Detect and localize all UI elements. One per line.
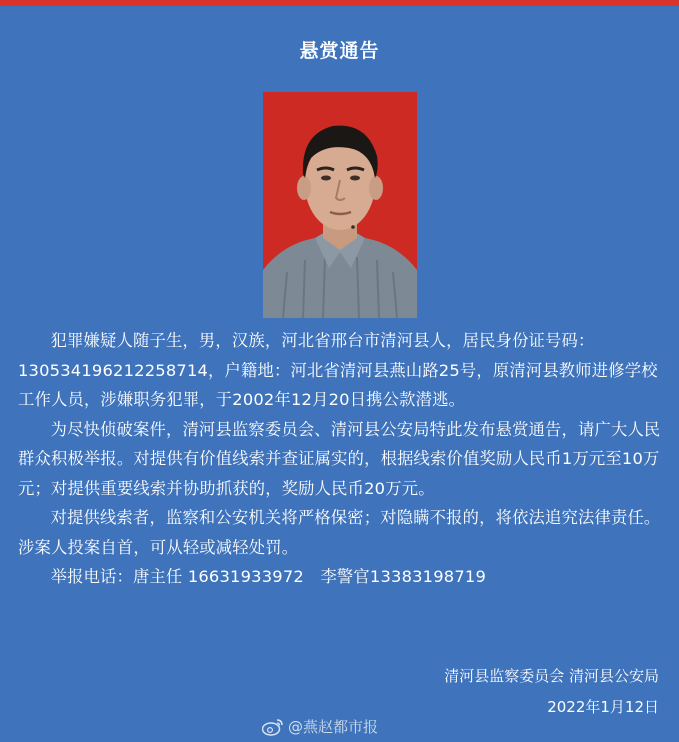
- suspect-photo: [263, 92, 417, 318]
- confidentiality-paragraph: 对提供线索者，监察和公安机关将严格保密；对隐瞒不报的，将依法追究法律责任。涉案人投案自首，可从轻或减轻处罚。: [18, 508, 661, 557]
- reward-paragraph: 为尽快侦破案件，清河县监察委员会、清河县公安局特此发布悬赏通告，请广大人民群众积极举报。对提供有价值线索并查证属实的，根据线索价值奖励人民币1万元至10万元；对提供重要线索并协助抓获的，奖励人民币20万元。: [18, 419, 661, 498]
- source-watermark: [262, 716, 378, 737]
- issuing-authorities: 清河县监察委员会 清河县公安局: [444, 667, 659, 685]
- notice-date: 2022年1月12日: [547, 698, 659, 716]
- notice-body: [18, 326, 663, 592]
- suspect-description-paragraph: 犯罪嫌疑人随子生，男，汉族，河北省邢台市清河县人，居民身份证号码：130534196212258714，户籍地：河北省清河县燕山路25号，原清河县教师进修学校工作人员，涉嫌职务犯罪，于2002年12月20日携公款潜逃。: [18, 331, 658, 409]
- notice-title: 悬赏通告: [299, 40, 380, 62]
- hotline-paragraph: 举报电话：唐主任 16631933972 李警官13383198719: [50, 567, 487, 586]
- top-accent-stripe: [0, 0, 679, 6]
- watermark-text: @燕赵都市报: [288, 718, 379, 736]
- weibo-icon: [262, 718, 284, 736]
